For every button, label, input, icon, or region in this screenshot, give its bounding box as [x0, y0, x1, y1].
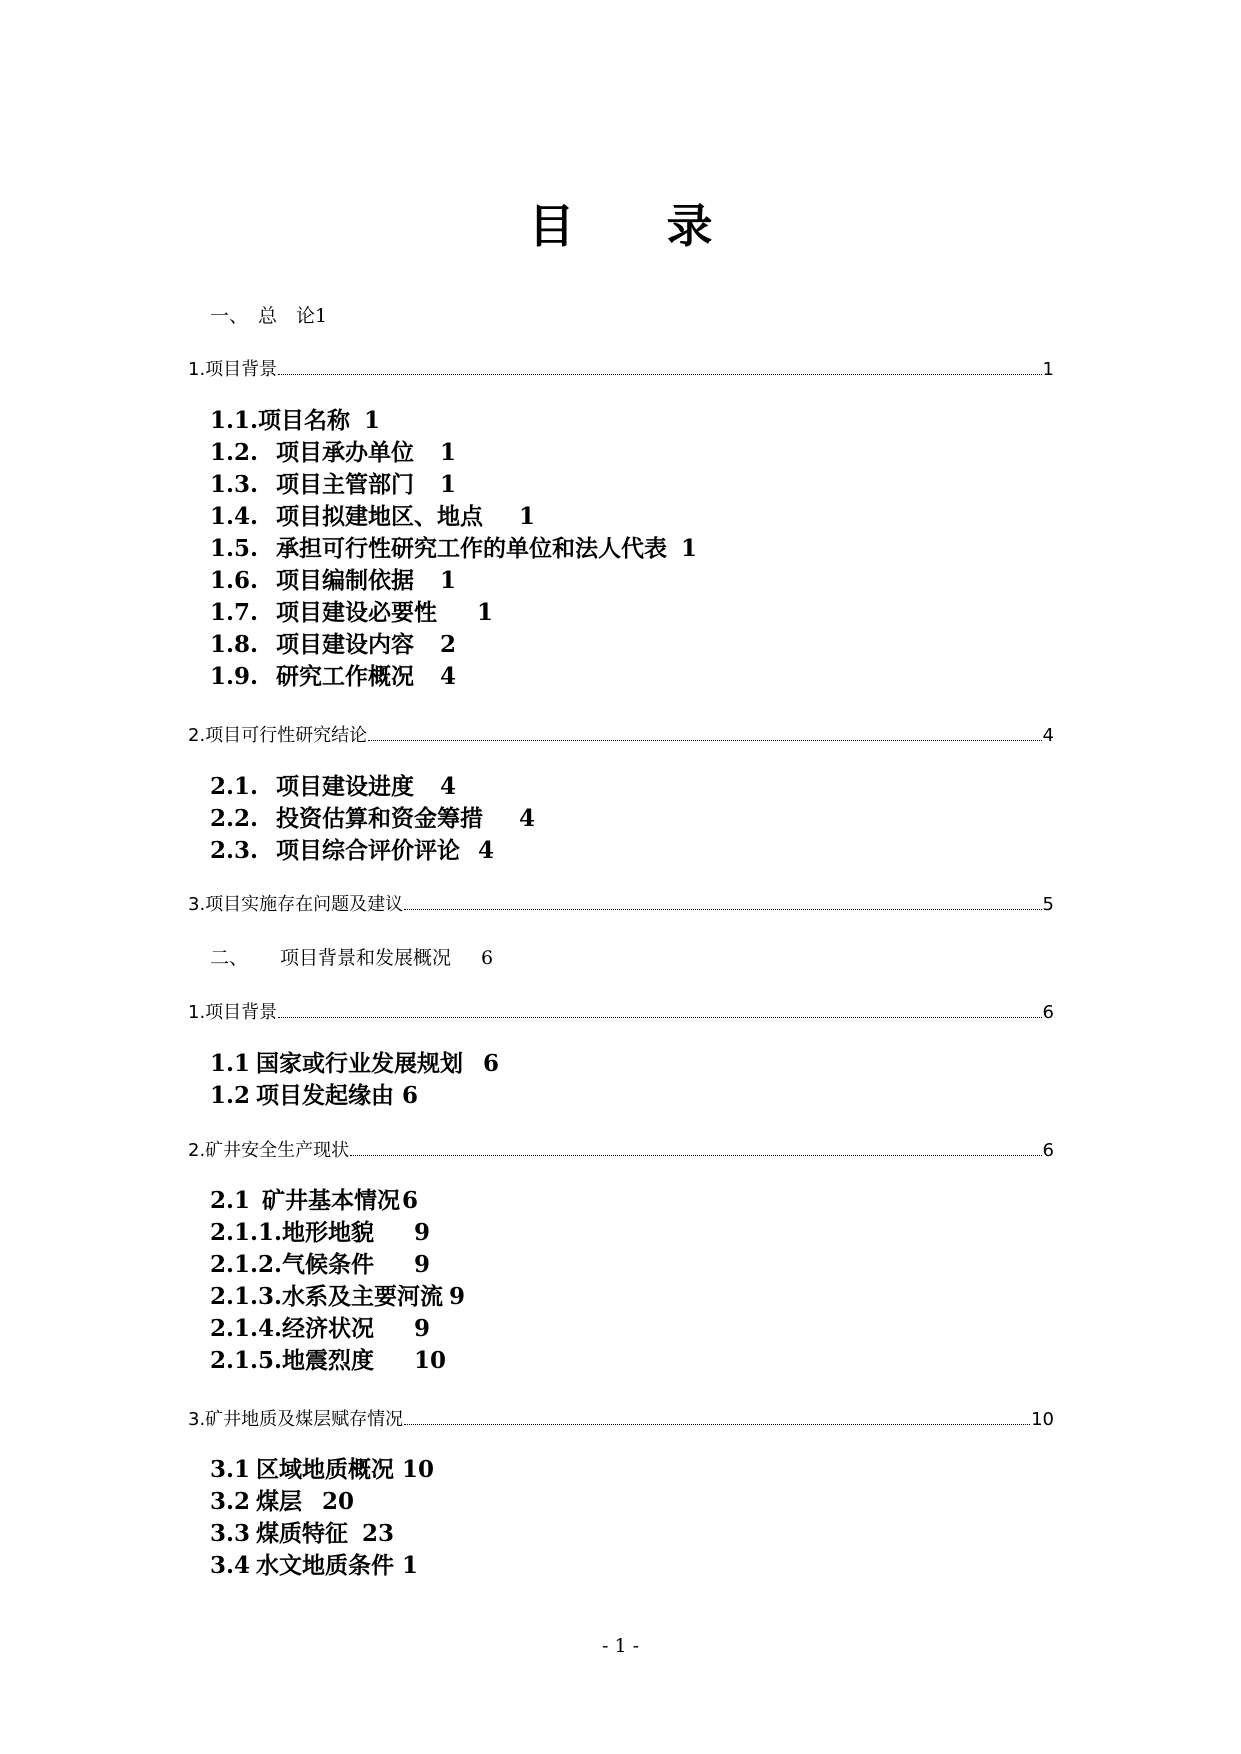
entry-number: 1.7.	[210, 599, 259, 626]
toc-section-2[interactable]	[188, 724, 1054, 748]
toc-entry[interactable]	[210, 1487, 354, 1517]
toc-entry[interactable]	[210, 1519, 394, 1549]
entry-label: 项目发起缘由	[256, 1082, 395, 1109]
section-page: 6	[1042, 1002, 1054, 1023]
entry-label: 区域地质概况	[256, 1456, 395, 1483]
toc-title-char-1: 目	[528, 199, 575, 253]
entry-label: 项目建设内容	[276, 631, 414, 658]
entry-number: 1.5.	[210, 535, 259, 562]
entry-label: 项目建设进度	[276, 773, 414, 800]
toc-entry[interactable]	[210, 1049, 499, 1079]
entry-number: 2.1.	[210, 773, 259, 800]
entry-label: 水系及主要河流	[282, 1283, 444, 1310]
entry-number: 2.1.3.	[210, 1283, 283, 1310]
toc-entry[interactable]	[210, 470, 456, 500]
toc-entry[interactable]	[210, 772, 456, 802]
chapter-label: 总 论	[258, 305, 316, 327]
entry-label: 项目综合评价评论	[276, 837, 460, 864]
toc-section-c2-1[interactable]	[188, 1001, 1054, 1025]
toc-title	[0, 196, 1241, 256]
entry-label: 项目拟建地区、地点	[276, 503, 483, 530]
toc-entry[interactable]	[210, 598, 493, 628]
entry-page: 1	[440, 567, 457, 594]
entry-number: 3.1	[210, 1456, 251, 1483]
entry-label: 水文地质条件	[256, 1552, 395, 1579]
dot-leader	[350, 1139, 1041, 1156]
entry-number: 2.3.	[210, 837, 259, 864]
entry-number: 1.2.	[210, 439, 259, 466]
chapter-label: 项目背景和发展概况	[280, 947, 452, 969]
section-label: 2.矿井安全生产现状	[188, 1140, 350, 1161]
chapter-number: 一、	[210, 305, 249, 327]
entry-number: 2.2.	[210, 805, 259, 832]
entry-page: 9	[414, 1251, 431, 1278]
toc-entry[interactable]	[210, 1081, 418, 1111]
entry-page: 1	[364, 407, 381, 434]
entry-number: 1.3.	[210, 471, 259, 498]
toc-entry[interactable]	[210, 502, 535, 532]
entry-number: 1.9.	[210, 663, 259, 690]
section-page: 1	[1042, 359, 1054, 380]
entry-number: 2.1	[210, 1187, 251, 1214]
entry-page: 4	[519, 805, 536, 832]
entry-label: 承担可行性研究工作的单位和法人代表	[276, 535, 667, 562]
chapter-page: 6	[481, 947, 494, 969]
entry-page: 9	[414, 1315, 431, 1342]
section-label: 2.项目可行性研究结论	[188, 725, 368, 746]
section-page: 5	[1042, 894, 1054, 915]
entry-page: 1	[681, 535, 698, 562]
toc-entry[interactable]	[210, 1346, 446, 1376]
entry-page: 2	[440, 631, 457, 658]
toc-section-1[interactable]	[188, 358, 1054, 382]
dot-leader	[278, 358, 1041, 375]
toc-entry[interactable]	[210, 662, 456, 692]
dot-leader	[278, 1001, 1041, 1018]
entry-label: 矿井基本情况	[262, 1187, 401, 1214]
section-page: 10	[1031, 1409, 1054, 1430]
entry-label: 地形地貌	[282, 1219, 375, 1246]
entry-label: 地震烈度	[282, 1347, 375, 1374]
toc-entry[interactable]	[210, 1218, 430, 1248]
entry-page: 4	[440, 663, 457, 690]
entry-page: 9	[414, 1219, 431, 1246]
dot-leader	[368, 724, 1041, 741]
toc-entry[interactable]	[210, 630, 456, 660]
page-number: - 1 -	[601, 1635, 639, 1657]
toc-section-c2-3[interactable]	[188, 1408, 1054, 1432]
toc-entry[interactable]	[210, 1282, 465, 1312]
section-page: 4	[1042, 725, 1054, 746]
entry-page: 1	[519, 503, 536, 530]
entry-number: 3.3	[210, 1520, 251, 1547]
entry-page: 23	[362, 1520, 395, 1547]
entry-number: 1.6.	[210, 567, 259, 594]
entry-page: 1	[440, 471, 457, 498]
entry-label: 研究工作概况	[276, 663, 414, 690]
entry-label: 国家或行业发展规划	[256, 1050, 464, 1077]
toc-chapter-1[interactable]	[210, 304, 327, 328]
entry-page: 6	[402, 1187, 419, 1214]
section-label: 3.项目实施存在问题及建议	[188, 894, 404, 915]
toc-chapter-2[interactable]	[210, 946, 493, 970]
toc-entry[interactable]	[210, 534, 697, 564]
entry-number: 1.2	[210, 1082, 251, 1109]
toc-entry[interactable]	[210, 804, 535, 834]
entry-label: 煤质特征	[256, 1520, 349, 1547]
section-page: 6	[1042, 1140, 1054, 1161]
chapter-page: 1	[315, 305, 328, 327]
section-label: 1.项目背景	[188, 1002, 278, 1023]
entry-number: 2.1.5.	[210, 1347, 283, 1374]
toc-entry[interactable]	[210, 1455, 434, 1485]
entry-label: 项目建设必要性	[276, 599, 437, 626]
toc-entry[interactable]	[210, 1551, 418, 1581]
toc-entry[interactable]	[210, 566, 456, 596]
entry-page: 4	[478, 837, 495, 864]
section-label: 3.矿井地质及煤层赋存情况	[188, 1409, 404, 1430]
entry-label: 项目名称	[258, 407, 351, 434]
entry-page: 1	[402, 1552, 419, 1579]
entry-number: 2.1.4.	[210, 1315, 283, 1342]
entry-page: 6	[402, 1082, 419, 1109]
entry-number: 2.1.1.	[210, 1219, 283, 1246]
entry-label: 投资估算和资金筹措	[276, 805, 483, 832]
entry-label: 煤层	[256, 1488, 303, 1515]
entry-page: 1	[440, 439, 457, 466]
entry-page: 9	[449, 1283, 466, 1310]
entry-page: 4	[440, 773, 457, 800]
toc-section-c2-2[interactable]	[188, 1139, 1054, 1163]
toc-entry[interactable]	[210, 836, 494, 866]
entry-label: 项目承办单位	[276, 439, 414, 466]
toc-title-char-2: 录	[666, 199, 713, 253]
toc-entry[interactable]	[210, 1250, 430, 1280]
entry-label: 项目编制依据	[276, 567, 414, 594]
dot-leader	[404, 893, 1041, 910]
dot-leader	[404, 1408, 1030, 1425]
entry-number: 3.2	[210, 1488, 251, 1515]
toc-entry[interactable]	[210, 1186, 418, 1216]
entry-page: 1	[477, 599, 494, 626]
entry-label: 气候条件	[282, 1251, 375, 1278]
chapter-number: 二、	[210, 947, 249, 969]
entry-page: 20	[322, 1488, 355, 1515]
entry-page: 10	[414, 1347, 447, 1374]
entry-number: 1.4.	[210, 503, 259, 530]
entry-label: 经济状况	[282, 1315, 375, 1342]
entry-number: 1.1.	[210, 407, 259, 434]
entry-number: 1.1	[210, 1050, 251, 1077]
entry-page: 6	[483, 1050, 500, 1077]
toc-entry[interactable]	[210, 1314, 430, 1344]
entry-number: 1.8.	[210, 631, 259, 658]
section-label: 1.项目背景	[188, 359, 278, 380]
entry-label: 项目主管部门	[276, 471, 414, 498]
entry-number: 3.4	[210, 1552, 251, 1579]
entry-page: 10	[402, 1456, 435, 1483]
toc-entry[interactable]	[210, 438, 456, 468]
entry-number: 2.1.2.	[210, 1251, 283, 1278]
toc-section-3[interactable]	[188, 893, 1054, 917]
toc-entry[interactable]	[210, 406, 380, 436]
